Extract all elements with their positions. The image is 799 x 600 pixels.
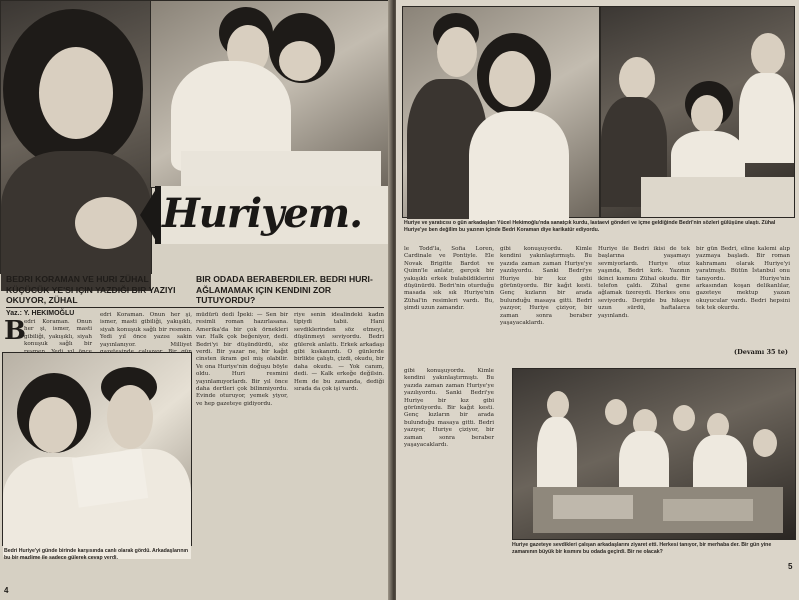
continued-note: (Devamı 35 te) bbox=[734, 348, 788, 356]
caption-top-right: Huriye ve yaratıcısı o gün arkadaşları Yücel Hekimoğlu'nda sanatçık kurdu, lastaevi gönderi ve içme geldiğinde Bedri'nin sözleri gülüşüne ulaştı. Zühal Huriye'ye ben değilim bu yazının içinde Bedri Koraman diye karikatür ediyordu. bbox=[404, 220, 776, 233]
text-column-7: bir gün Bedri, eline kalemi alıp yazmaya başladı. Bir roman kahramanı olarak Huriye'yi yaratmıştı. Bütün İstanbul onu tanıyordu. Huriye'nin arkasından koşan delikanlılar, gazeteye mektup yazan okuyucular vardı. Bedri hepsini tek tek okurdu. bbox=[696, 246, 790, 312]
text-column-4: le Todd'la, Sofia Loren, Cardinale ve Pontiyle. Ele Novak Brigitte Bardot ve Quinn'le anlatır, gerçek bir yakışıklı erkek bulabildiklerini düşünürdü. Bedri'nin oturduğu masada sık sık Huriye'nin Zühal'in resimleri vardı. Bu, şimdi uzun zamandır. bbox=[404, 246, 494, 312]
caption-bottom-right: Huriye gazeteye sevdikleri çalışan arkadaşlarını ziyaret etti. Herkesi tanıyor, bir merhaba der. Bir gün yine zamanının büyük bir kısmını bu odada geçirdi. Bir ne olacak? bbox=[512, 542, 772, 555]
headline-rule bbox=[6, 307, 384, 308]
article-title: Huriyem. bbox=[162, 190, 363, 237]
left-page bbox=[0, 0, 392, 600]
drop-cap: B bbox=[4, 316, 26, 346]
photo-group-sofa bbox=[402, 6, 600, 218]
caption-bottom-left: Bedri Huriye'yi günde birinde karşısında canlı olarak gördü. Arkadaşlarının bu bir mazlime ile sadece gülerek cevap verdi. bbox=[4, 548, 189, 561]
photo-bedri-and-zuhal-reading bbox=[150, 0, 390, 188]
photo-woman-portrait bbox=[0, 0, 152, 274]
photo-bedri-and-huriye-bottom bbox=[2, 352, 192, 546]
headline-right: BIR ODADA BERABERDILER. BEDRI HURI- AĞLAMAMAK IÇIN KENDINI ZOR TUTUYORDU? bbox=[196, 274, 373, 305]
text-column-2: müdürü dedi İpeki: — Sen bir resimli roman hazırlasana. Amerika'da bir çok örnekleri var. Halk çok beğeniyor, dedi. Bedri'yi bir düşündürdü, söz verdi. Bir yazar ne, bir kağıt cinsten ikram gel miş olabilir. Ve ona Huriye'nin doğuşu böyle oldu. Huri resmini yayınlamıyorlardı. Bir yıl önce daha dertleri çok bilinmiyordu. Evinde oturuyor, yemek yiyor, ve hep gazeteye gidiyordu. bbox=[196, 312, 288, 407]
page-number-right: 5 bbox=[788, 562, 793, 571]
text-column-6: Huriye ile Bedri ikisi de tek başlarına yaşamayı sevmiyorlardı. Huriye otuz yaşında, Bedri kırk. Yazının ikinci kısmını Zühal okudu. Bir telefon çaldı. Zühal gene ağlamak üzereydi. Herkes onu seviyordu. Dergide bu hikaye uzun sürdü, haftalarca yayınlandı. bbox=[598, 246, 690, 319]
text-column-1: edri Koraman. Onun her şi, ismer, masti gibiliği, yakışıklı, siyah konuşuk sağlı bir bbox=[24, 319, 92, 348]
text-column-5: gibi konuşuyordu. Kimle kendini yakınlaştırmıştı. Bu yazıda zaman zaman Huriye'ye yazılıyordu. Sanki Bedri'ye Huriye bir kız gibi görünüyordu. Bir kağıt kesti. Genç kızların bir arada bulunduğu masaya gitti. Bedri yazıyor, Huriye çiziyor, bir zaman sonra beraber yaşayacaklardı. bbox=[500, 246, 592, 327]
text-column-3: riye senin idealindeki kadın tipiydi tabii. Hani sevdiklerinden söz etmeyi, düşünmeyi seviyordu. Bedri gülerek anlattı. Erkek arkadaşı gibi kıskanırdı. O günlerde birlikte çalıştı, çizdi, okudu, bir daha okudu. — Yok canım, dedi. — Kalk erkeğe değilsin. Hem de bu zamanda, dediği sırada da çok işi vardı. bbox=[294, 312, 384, 393]
text-column-8: gibi konuşuyordu. Kimle kendini yakınlaştırmıştı. Bu yazıda zaman zaman Huriye'ye yazılıyordu. Sanki Bedri'ye Huriye bir kız gibi görünüyordu. Bir kağıt kesti. Genç kızların bir arada bulunduğu masaya gitti. Bedri yazıyor, Huriye çiziyor, bir zaman sonra beraber yaşayacaklardı. bbox=[404, 368, 494, 449]
photo-men-at-desk bbox=[600, 6, 795, 218]
byline: Yaz.: Y. HEKIMOĞLU bbox=[6, 310, 75, 317]
text-column-1b: edri Koraman. Onun her şi, ismer, masti gibiliği, yakışıklı, siyah konuşuk sağlı bir resmen. Yedi yıl önce yazısı sakin yayınlanıyor. Milliyet bbox=[100, 312, 192, 348]
page-number-left: 4 bbox=[4, 586, 9, 595]
photo-office-group bbox=[512, 368, 796, 540]
right-page bbox=[396, 0, 799, 600]
headline-left: BEDRI KORAMAN VE HURI ZÜHAL KÜÇÜCÜK YE'SI IÇIN YAZDIĞI BIR YAZIYI OKUYOR, ZÜHAL bbox=[6, 274, 176, 305]
